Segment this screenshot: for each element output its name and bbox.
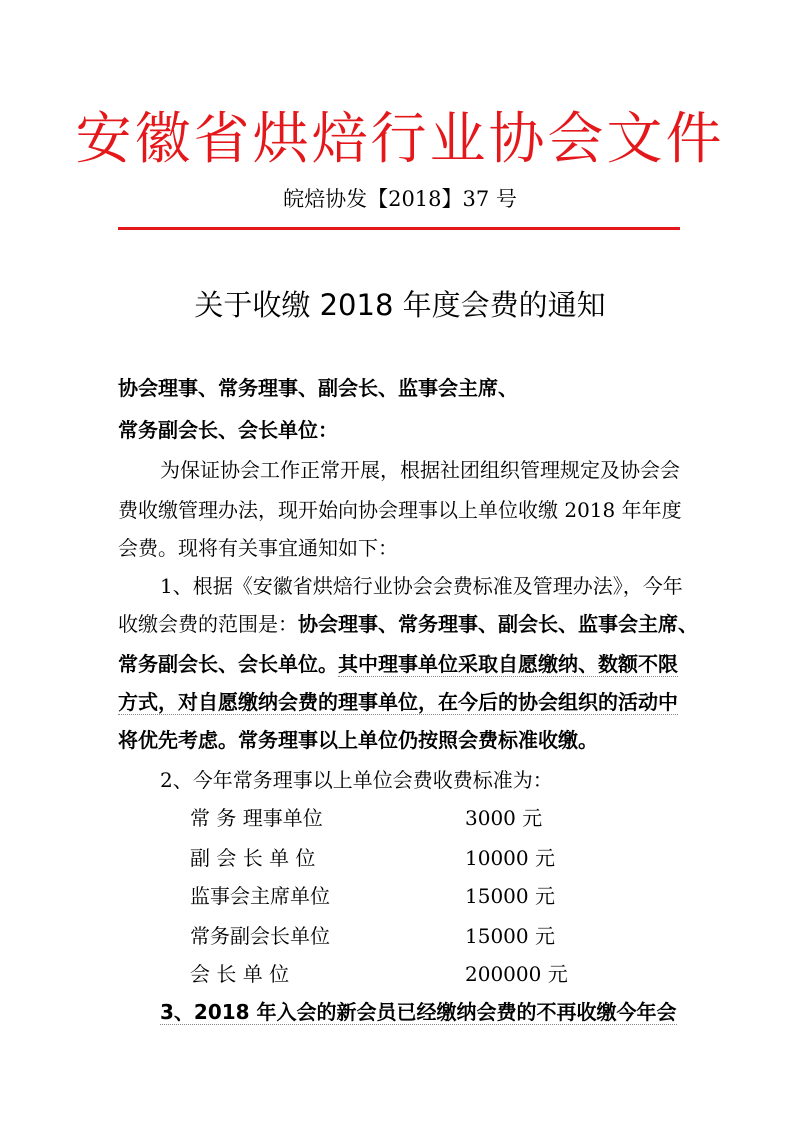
document-number: 皖焙协发【2018】37 号 — [283, 187, 517, 211]
intro-paragraph-line: 会费。现将有关事宜通知如下： — [118, 536, 398, 560]
fee-unit: 常务副会长单位 — [190, 924, 330, 948]
fee-unit: 会 长 单 位 — [190, 962, 290, 986]
recipient-line: 常务副会长、会长单位： — [118, 418, 338, 442]
item1-scope-label: 收缴会费的范围是： — [118, 612, 298, 636]
item1-line — [118, 684, 718, 720]
fee-amount: 10000 元 — [465, 846, 555, 870]
notice-title: 关于收缴 2018 年度会费的通知 — [194, 288, 606, 322]
intro-paragraph-line: 为保证协会工作正常开展，根据社团组织管理规定及协会会 — [160, 458, 680, 482]
fee-amount: 200000 元 — [465, 962, 568, 986]
item1-line: 1、根据《安徽省烘焙行业协会会费标准及管理办法》，今年 — [160, 574, 683, 598]
intro-paragraph-line: 费收缴管理办法，现开始向协会理事以上单位收缴 2018 年年度 — [118, 498, 682, 522]
item1-director-note: 其中理事单位采取自愿缴纳、数额不限 — [338, 652, 678, 676]
fee-unit: 监事会主席单位 — [190, 884, 330, 908]
fee-amount: 15000 元 — [465, 924, 555, 948]
item1-scope-units: 协会理事、常务理事、副会长、监事会主席、 — [298, 612, 698, 636]
item3-line — [160, 994, 760, 1030]
item1-line — [118, 646, 718, 683]
red-divider — [118, 227, 680, 230]
item1-director-note-cont: 方式，对自愿缴纳会费的理事单位，在今后的协会组织的活动中 — [118, 690, 678, 714]
fee-amount: 15000 元 — [465, 884, 555, 908]
item3-text: 3、2018 年入会的新会员已经缴纳会费的不再收缴今年会 — [160, 1000, 677, 1024]
item1-line — [118, 606, 718, 643]
item1-scope-units-cont: 常务副会长、会长单位。 — [118, 652, 338, 676]
item1-line: 将优先考虑。常务理事以上单位仍按照会费标准收缴。 — [118, 728, 598, 752]
fee-unit: 副 会 长 单 位 — [190, 846, 316, 870]
fee-unit: 常 务 理事单位 — [190, 806, 323, 830]
org-file-title: 安徽省烘焙行业协会文件 — [75, 107, 725, 172]
fee-amount: 3000 元 — [465, 806, 543, 830]
recipient-line: 协会理事、常务理事、副会长、监事会主席、 — [118, 376, 518, 400]
item2-line: 2、今年常务理事以上单位会费收费标准为： — [160, 768, 553, 792]
